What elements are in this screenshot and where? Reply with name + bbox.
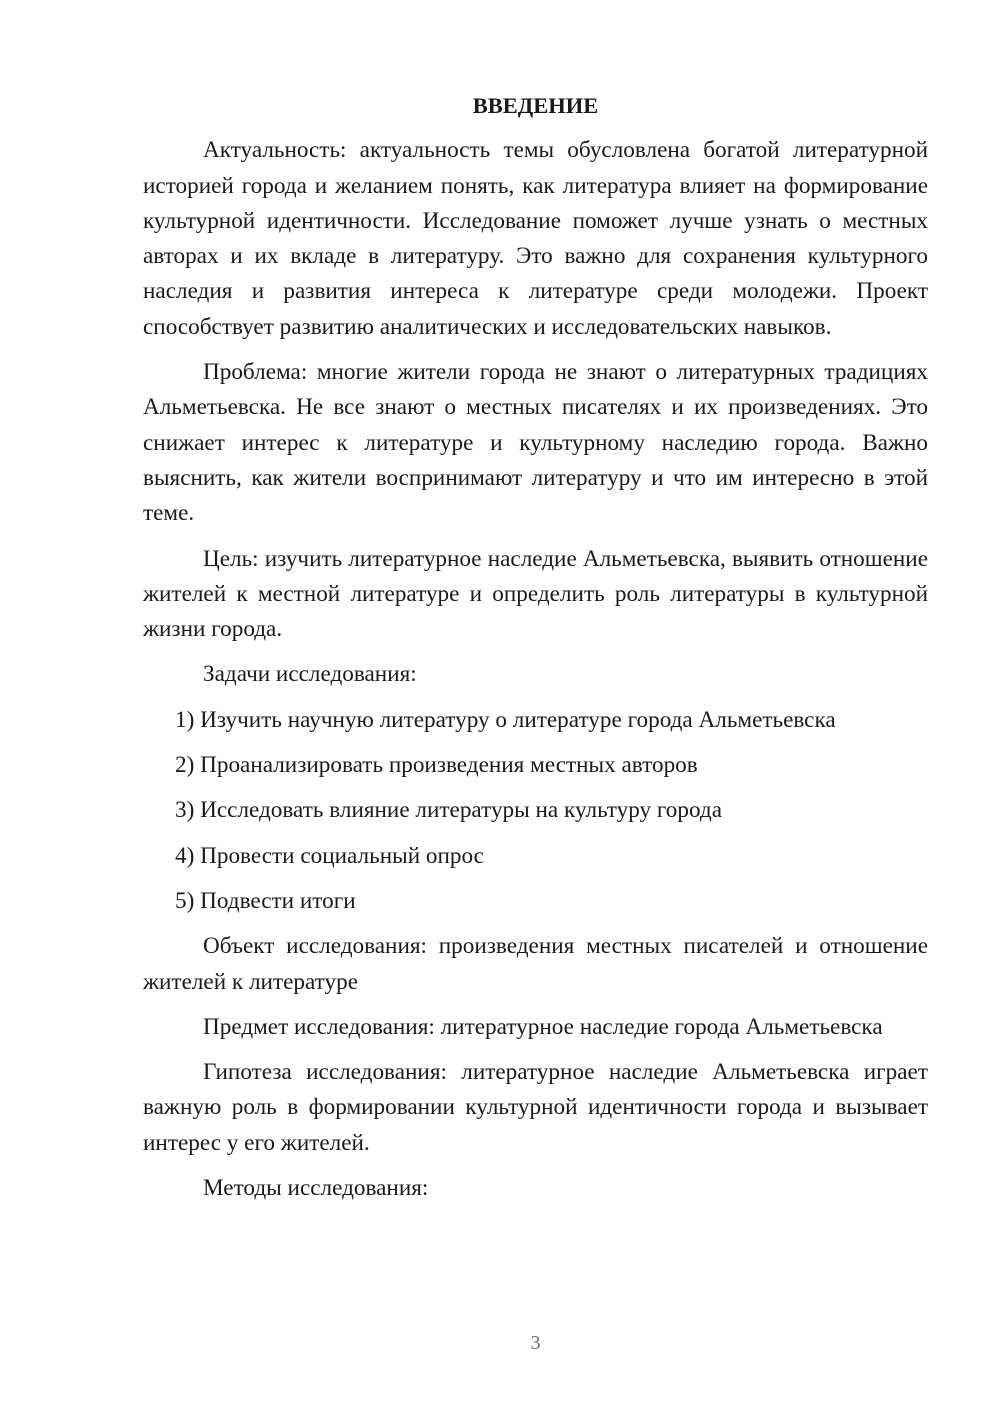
list-item: 4) Провести социальный опрос bbox=[175, 842, 484, 869]
page-number: 3 bbox=[530, 1332, 541, 1354]
paragraph-subject: Предмет исследования: литературное наследие города Альметьевска bbox=[203, 1013, 883, 1040]
list-item: 3) Исследовать влияние литературы на культуру города bbox=[175, 797, 723, 824]
tasks-heading: Задачи исследования: bbox=[203, 661, 417, 688]
paragraph-relevance: Актуальность: актуальность темы обусловлена богатой литературной историей города и желанием понять, как литература влияет на формирование культурной идентичности. Исследование поможет лучше узнать о местных авторах и их вкладе в литературу. Это важно для сохранения культурного наследия и развития интереса к литературе среди молодежи. Проект способствует развитию аналитических и исследовательских навыков. bbox=[143, 137, 928, 340]
paragraph-goal: Цель: изучить литературное наследие Альметьевска, выявить отношение жителей к местной литературе и определить роль литературы в культурной жизни города. bbox=[143, 545, 928, 643]
list-item: 5) Подвести итоги bbox=[175, 887, 356, 914]
tasks-list bbox=[143, 703, 928, 919]
paragraph-problem: Проблема: многие жители города не знают о литературных традициях Альметьевска. Не все знают о местных писателях и их произведениях. Это снижает интерес к литературе и культурному наследию города. Важно выяснить, как жители воспринимают литературу и что им интересно в этой теме. bbox=[143, 359, 928, 527]
list-item: 2) Проанализировать произведения местных авторов bbox=[175, 752, 698, 779]
page-title: ВВЕДЕНИЕ bbox=[472, 93, 599, 118]
paragraph-hypothesis: Гипотеза исследования: литературное наследие Альметьевска играет важную роль в формировании культурной идентичности города и вызывает интерес у его жителей. bbox=[143, 1059, 928, 1156]
list-item: 1) Изучить научную литературу о литературе города Альметьевска bbox=[175, 706, 836, 733]
page-content bbox=[143, 88, 928, 1216]
methods-heading: Методы исследования: bbox=[203, 1175, 429, 1202]
paragraph-object: Объект исследования: произведения местных писателей и отношение жителей к литературе bbox=[143, 933, 928, 995]
